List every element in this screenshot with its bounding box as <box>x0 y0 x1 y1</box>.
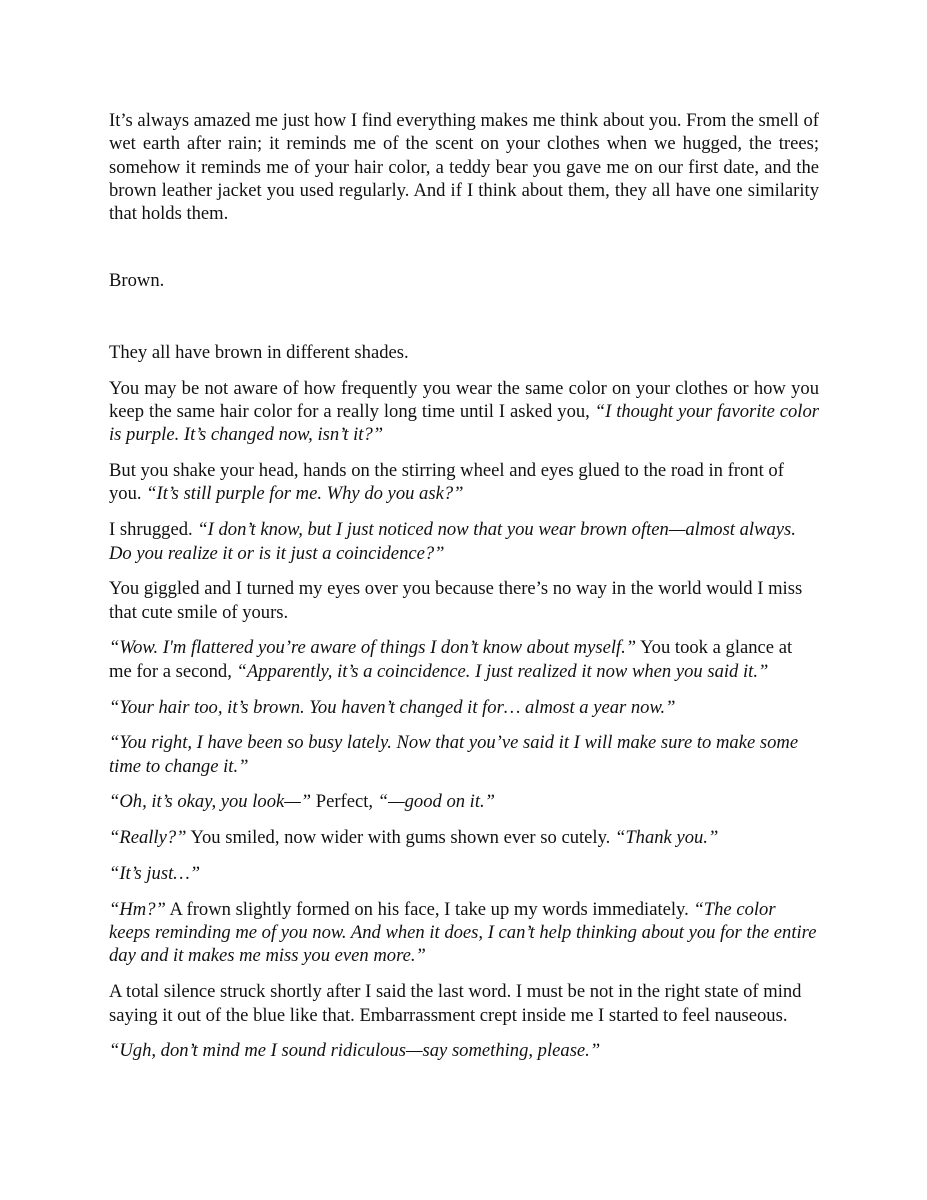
paragraph-really <box>109 826 819 849</box>
dialogue-quote: “Oh, it’s okay, you look—” <box>109 791 312 813</box>
narration-text: I shrugged. <box>109 519 198 541</box>
dialogue-quote: “Wow. I'm flattered you’re aware of things I don’t know about myself.” <box>109 637 637 659</box>
story-body <box>109 341 819 1075</box>
paragraph-silence: A total silence struck shortly after I said the last word. I must be not in the right state of mind saying it out of the blue like that. Embarrassment crept inside me I started to feel nauseous. <box>109 981 802 1026</box>
narration-text: You may be not aware of how frequently you wear the same color on your clothes or how you keep the same hair color for a really long time until I asked you, <box>109 377 819 423</box>
dialogue-quote: “I thought your favorite color is purple. It’s changed now, isn’t it?” <box>109 401 820 446</box>
dialogue-quote: “Thank you.” <box>614 827 719 849</box>
paragraph-perfect <box>109 790 819 813</box>
paragraph-shrugged <box>109 518 819 565</box>
paragraph-its-just <box>109 862 819 885</box>
narration-text: But you shake your head, hands on the stirring wheel and eyes glued to the road in front of you. <box>109 460 784 505</box>
narration-text: You smiled, now wider with gums shown ever so cutely. <box>186 827 615 849</box>
paragraph-shake-head <box>109 459 819 506</box>
narration-text: A frown slightly formed on his face, I take up my words immediately. <box>165 898 694 920</box>
dialogue-quote: “Apparently, it’s a coincidence. I just realized it now when you said it.” <box>236 660 769 682</box>
paragraph-hm <box>109 898 819 968</box>
dialogue-quote: “Ugh, don’t mind me I sound ridiculous—say something, please.” <box>109 1040 601 1062</box>
dialogue-quote: “It’s just…” <box>109 863 201 885</box>
dialogue-quote: “—good on it.” <box>377 791 496 813</box>
dialogue-quote: “It’s still purple for me. Why do you ask?” <box>146 483 464 505</box>
paragraph-asked <box>109 377 819 447</box>
dialogue-quote: “Really?” <box>109 827 187 849</box>
dialogue-quote: “Hm?” <box>109 898 166 920</box>
narration-text: You took a glance at me for a second, <box>109 637 793 682</box>
paragraph-brown: Brown. <box>109 270 165 291</box>
paragraph-busy <box>109 731 819 778</box>
paragraph-hair <box>109 696 819 719</box>
dialogue-quote: “The color keeps reminding me of you now. And when it does, I can’t help thinking about you for the entire day and it makes me miss you even more.” <box>109 898 817 967</box>
dialogue-quote: “I don’t know, but I just noticed now that you wear brown often—almost always. Do you realize it or is it just a coincidence?” <box>109 519 796 564</box>
paragraph-ugh <box>109 1039 819 1062</box>
paragraph-giggled: You giggled and I turned my eyes over you because there’s no way in the world would I miss that cute smile of yours. <box>109 578 803 623</box>
paragraph-intro: It’s always amazed me just how I find everything makes me think about you. From the smell of wet earth after rain; it reminds me of the scent on your clothes when we hugged, the trees; somehow it reminds me of your hair color, a teddy bear you gave me on our first date, and the brown leather jacket you used regularly. And if I think about them, they all have one similarity that holds them. <box>109 110 819 225</box>
dialogue-quote: “Your hair too, it’s brown. You haven’t changed it for… almost a year now.” <box>109 696 676 718</box>
paragraph-shades: They all have brown in different shades. <box>109 342 409 363</box>
dialogue-quote: “You right, I have been so busy lately. Now that you’ve said it I will make sure to make some time to change it.” <box>109 732 799 777</box>
narration-text: Perfect, <box>311 791 378 813</box>
paragraph-flattered <box>109 636 819 683</box>
